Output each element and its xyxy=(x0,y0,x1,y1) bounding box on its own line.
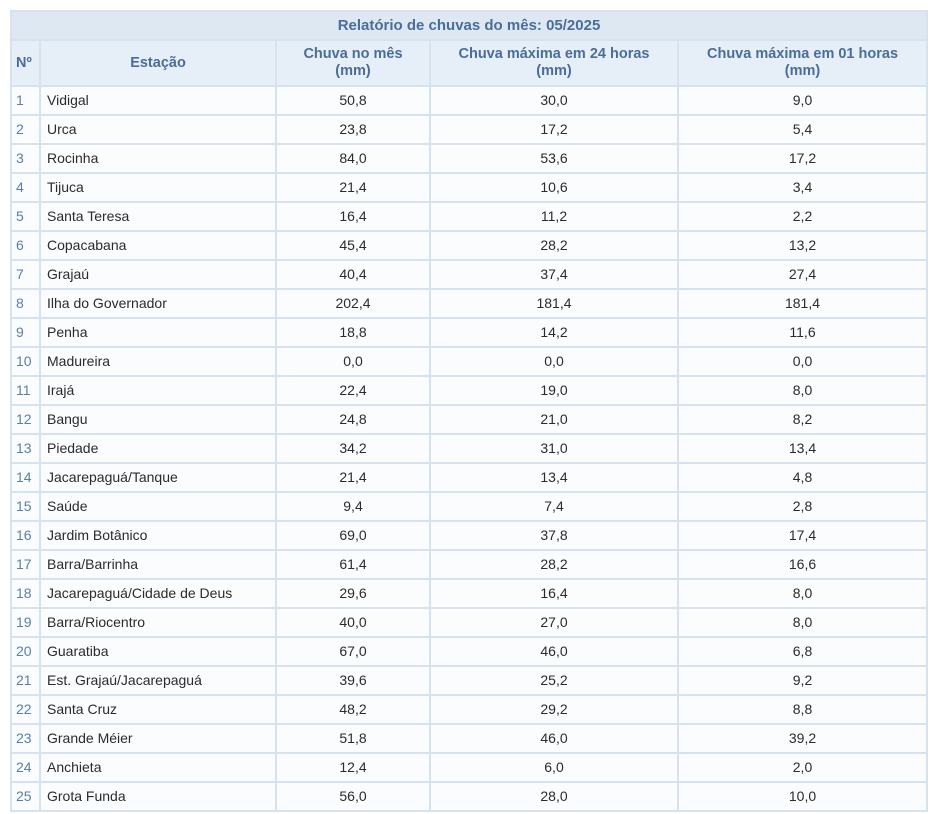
max24-rain-value: 16,4 xyxy=(430,579,678,608)
title-row xyxy=(11,11,927,40)
max01-rain-value: 39,2 xyxy=(678,724,927,753)
table-row xyxy=(11,579,927,608)
header-num: Nº xyxy=(11,40,40,86)
row-number: 17 xyxy=(11,550,40,579)
month-rain-value: 67,0 xyxy=(276,637,430,666)
row-number: 10 xyxy=(11,347,40,376)
station-name: Jacarepaguá/Cidade de Deus xyxy=(40,579,276,608)
max24-rain-value: 29,2 xyxy=(430,695,678,724)
station-name: Bangu xyxy=(40,405,276,434)
month-rain-value: 24,8 xyxy=(276,405,430,434)
table-row xyxy=(11,695,927,724)
station-name: Rocinha xyxy=(40,144,276,173)
month-rain-value: 56,0 xyxy=(276,782,430,811)
row-number: 15 xyxy=(11,492,40,521)
max01-rain-value: 6,8 xyxy=(678,637,927,666)
max24-rain-value: 25,2 xyxy=(430,666,678,695)
month-rain-value: 69,0 xyxy=(276,521,430,550)
month-rain-value: 16,4 xyxy=(276,202,430,231)
table-row xyxy=(11,753,927,782)
rain-report xyxy=(10,10,926,812)
max01-rain-value: 10,0 xyxy=(678,782,927,811)
station-name: Barra/Barrinha xyxy=(40,550,276,579)
header-max01-line1: Chuva máxima em 01 horas xyxy=(707,46,899,62)
month-rain-value: 34,2 xyxy=(276,434,430,463)
row-number: 11 xyxy=(11,376,40,405)
station-name: Grota Funda xyxy=(40,782,276,811)
month-rain-value: 61,4 xyxy=(276,550,430,579)
table-row xyxy=(11,405,927,434)
table-row xyxy=(11,666,927,695)
max01-rain-value: 181,4 xyxy=(678,289,927,318)
month-rain-value: 39,6 xyxy=(276,666,430,695)
header-month-rain xyxy=(276,40,430,86)
max24-rain-value: 0,0 xyxy=(430,347,678,376)
table-row xyxy=(11,115,927,144)
month-rain-value: 51,8 xyxy=(276,724,430,753)
max01-rain-value: 27,4 xyxy=(678,260,927,289)
max24-rain-value: 28,2 xyxy=(430,550,678,579)
row-number: 8 xyxy=(11,289,40,318)
station-name: Penha xyxy=(40,318,276,347)
month-rain-value: 21,4 xyxy=(276,173,430,202)
max24-rain-value: 37,8 xyxy=(430,521,678,550)
table-row xyxy=(11,608,927,637)
max24-rain-value: 10,6 xyxy=(430,173,678,202)
max01-rain-value: 17,2 xyxy=(678,144,927,173)
max01-rain-value: 8,0 xyxy=(678,608,927,637)
max01-rain-value: 5,4 xyxy=(678,115,927,144)
station-name: Copacabana xyxy=(40,231,276,260)
month-rain-value: 22,4 xyxy=(276,376,430,405)
table-row xyxy=(11,289,927,318)
row-number: 22 xyxy=(11,695,40,724)
row-number: 21 xyxy=(11,666,40,695)
max24-rain-value: 31,0 xyxy=(430,434,678,463)
max24-rain-value: 6,0 xyxy=(430,753,678,782)
table-row xyxy=(11,144,927,173)
month-rain-value: 40,0 xyxy=(276,608,430,637)
station-name: Est. Grajaú/Jacarepaguá xyxy=(40,666,276,695)
max24-rain-value: 28,0 xyxy=(430,782,678,811)
report-title: Relatório de chuvas do mês: 05/2025 xyxy=(11,11,927,40)
max24-rain-value: 181,4 xyxy=(430,289,678,318)
header-row xyxy=(11,40,927,86)
table-row xyxy=(11,376,927,405)
station-name: Guaratiba xyxy=(40,637,276,666)
table-row xyxy=(11,492,927,521)
row-number: 23 xyxy=(11,724,40,753)
header-max01-line2: (mm) xyxy=(784,63,821,79)
row-number: 13 xyxy=(11,434,40,463)
max01-rain-value: 11,6 xyxy=(678,318,927,347)
table-row xyxy=(11,637,927,666)
row-number: 19 xyxy=(11,608,40,637)
station-name: Santa Cruz xyxy=(40,695,276,724)
header-max24-line2: (mm) xyxy=(536,63,572,79)
table-row xyxy=(11,202,927,231)
month-rain-value: 29,6 xyxy=(276,579,430,608)
month-rain-value: 12,4 xyxy=(276,753,430,782)
month-rain-value: 84,0 xyxy=(276,144,430,173)
header-max24-line1: Chuva máxima em 24 horas xyxy=(458,46,650,62)
row-number: 14 xyxy=(11,463,40,492)
row-number: 16 xyxy=(11,521,40,550)
row-number: 3 xyxy=(11,144,40,173)
station-name: Tijuca xyxy=(40,173,276,202)
header-max24 xyxy=(430,40,678,86)
station-name: Saúde xyxy=(40,492,276,521)
station-name: Anchieta xyxy=(40,753,276,782)
row-number: 20 xyxy=(11,637,40,666)
table-row xyxy=(11,434,927,463)
row-number: 5 xyxy=(11,202,40,231)
max01-rain-value: 8,8 xyxy=(678,695,927,724)
max24-rain-value: 14,2 xyxy=(430,318,678,347)
table-row xyxy=(11,521,927,550)
table-row xyxy=(11,550,927,579)
month-rain-value: 18,8 xyxy=(276,318,430,347)
max24-rain-value: 46,0 xyxy=(430,724,678,753)
max01-rain-value: 9,2 xyxy=(678,666,927,695)
max01-rain-value: 9,0 xyxy=(678,86,927,115)
max01-rain-value: 2,8 xyxy=(678,492,927,521)
station-name: Piedade xyxy=(40,434,276,463)
max01-rain-value: 13,4 xyxy=(678,434,927,463)
month-rain-value: 45,4 xyxy=(276,231,430,260)
station-name: Irajá xyxy=(40,376,276,405)
max01-rain-value: 8,2 xyxy=(678,405,927,434)
month-rain-value: 9,4 xyxy=(276,492,430,521)
station-name: Ilha do Governador xyxy=(40,289,276,318)
table-row xyxy=(11,173,927,202)
row-number: 18 xyxy=(11,579,40,608)
month-rain-value: 48,2 xyxy=(276,695,430,724)
station-name: Grajaú xyxy=(40,260,276,289)
max01-rain-value: 3,4 xyxy=(678,173,927,202)
station-name: Santa Teresa xyxy=(40,202,276,231)
row-number: 4 xyxy=(11,173,40,202)
max24-rain-value: 28,2 xyxy=(430,231,678,260)
row-number: 1 xyxy=(11,86,40,115)
max01-rain-value: 2,2 xyxy=(678,202,927,231)
max24-rain-value: 46,0 xyxy=(430,637,678,666)
max01-rain-value: 8,0 xyxy=(678,579,927,608)
station-name: Madureira xyxy=(40,347,276,376)
month-rain-value: 40,4 xyxy=(276,260,430,289)
header-station: Estação xyxy=(40,40,276,86)
month-rain-value: 202,4 xyxy=(276,289,430,318)
month-rain-value: 50,8 xyxy=(276,86,430,115)
table-row xyxy=(11,347,927,376)
station-name: Jardim Botânico xyxy=(40,521,276,550)
max01-rain-value: 4,8 xyxy=(678,463,927,492)
max24-rain-value: 7,4 xyxy=(430,492,678,521)
row-number: 12 xyxy=(11,405,40,434)
max24-rain-value: 53,6 xyxy=(430,144,678,173)
rain-table xyxy=(10,10,928,812)
row-number: 24 xyxy=(11,753,40,782)
table-row xyxy=(11,318,927,347)
table-row xyxy=(11,231,927,260)
month-rain-value: 21,4 xyxy=(276,463,430,492)
station-name: Vidigal xyxy=(40,86,276,115)
max01-rain-value: 8,0 xyxy=(678,376,927,405)
max24-rain-value: 27,0 xyxy=(430,608,678,637)
row-number: 9 xyxy=(11,318,40,347)
max01-rain-value: 2,0 xyxy=(678,753,927,782)
header-month-line1: Chuva no mês xyxy=(303,46,403,62)
table-row xyxy=(11,86,927,115)
station-name: Grande Méier xyxy=(40,724,276,753)
header-max01 xyxy=(678,40,927,86)
table-row xyxy=(11,260,927,289)
max01-rain-value: 0,0 xyxy=(678,347,927,376)
table-row xyxy=(11,724,927,753)
max01-rain-value: 13,2 xyxy=(678,231,927,260)
max24-rain-value: 17,2 xyxy=(430,115,678,144)
max24-rain-value: 37,4 xyxy=(430,260,678,289)
max24-rain-value: 13,4 xyxy=(430,463,678,492)
station-name: Barra/Riocentro xyxy=(40,608,276,637)
max24-rain-value: 21,0 xyxy=(430,405,678,434)
month-rain-value: 23,8 xyxy=(276,115,430,144)
max24-rain-value: 11,2 xyxy=(430,202,678,231)
max01-rain-value: 16,6 xyxy=(678,550,927,579)
row-number: 6 xyxy=(11,231,40,260)
max24-rain-value: 30,0 xyxy=(430,86,678,115)
row-number: 25 xyxy=(11,782,40,811)
max24-rain-value: 19,0 xyxy=(430,376,678,405)
station-name: Jacarepaguá/Tanque xyxy=(40,463,276,492)
max01-rain-value: 17,4 xyxy=(678,521,927,550)
month-rain-value: 0,0 xyxy=(276,347,430,376)
header-month-line2: (mm) xyxy=(335,63,371,79)
row-number: 7 xyxy=(11,260,40,289)
station-name: Urca xyxy=(40,115,276,144)
table-row xyxy=(11,463,927,492)
table-row xyxy=(11,782,927,811)
row-number: 2 xyxy=(11,115,40,144)
